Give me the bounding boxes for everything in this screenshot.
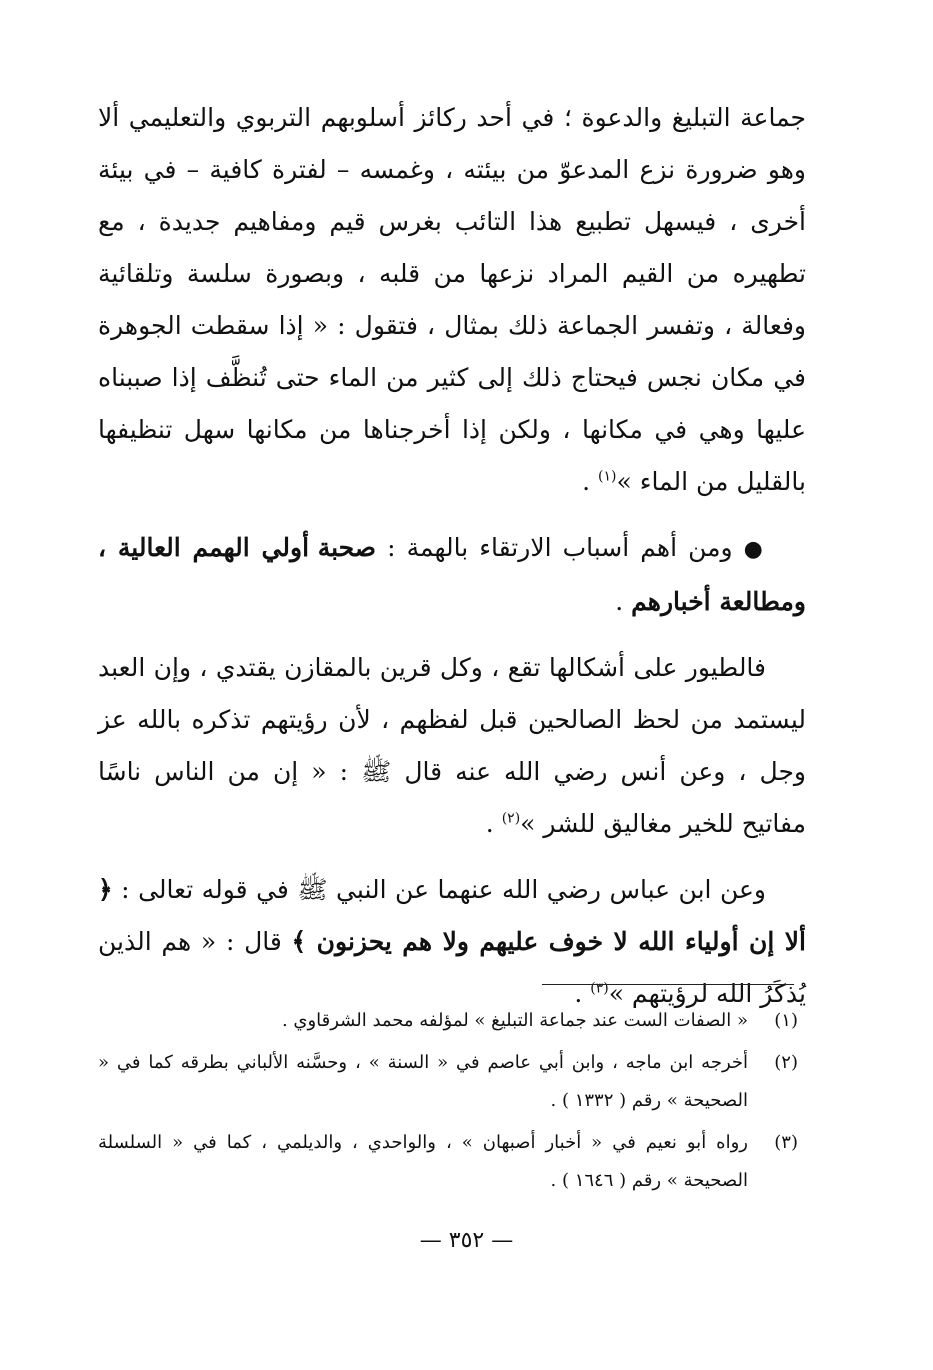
paragraph-2 [98, 522, 806, 628]
footnote-text: رواه أبو نعيم في « أخبار أصبهان » ، والواحدي ، والديلمي ، كما في « السلسلة الصحيحة » رقم ( ١٦٤٦ ) . [98, 1132, 748, 1191]
paragraph-1-text: جماعة التبليغ والدعوة ؛ في أحد ركائز أسلوبهم التربوي والتعليمي ألا وهو ضرورة نزع المدعوّ من بيئته ، وغمسه – لفترة كافية – في بيئة أخرى ، فيسهل تطبيع هذا التائب بغرس قيم ومفاهيم جديدة ، مع تطهيره من القيم المراد نزعها من قلبه ، وبصورة سلسة وتلقائية وفعالة ، وتفسر الجماعة ذلك بمثال ، فتقول : « إذا سقطت الجوهرة في مكان نجس فيحتاج ذلك إلى كثير من الماء حتى تُنظَّف إذا صببناه عليها وهي في مكانها ، ولكن إذا أخرجناها من مكانها سهل تنظيفها بالقليل من الماء » [98, 103, 806, 496]
main-text [98, 92, 806, 1034]
footnote-1 [98, 1002, 798, 1040]
footnotes [98, 1002, 798, 1204]
footnote-3 [98, 1124, 798, 1200]
paragraph-3 [98, 642, 806, 850]
paragraph-3-text: فالطيور على أشكالها تقع ، وكل قرين بالمقازن يقتدي ، وإن العبد ليستمد من لحظ الصالحين قبل لفظهم ، لأن رؤيتهم تذكره بالله عز وجل ، وعن أنس رضي الله عنه قال ﷺ : « إن من الناس ناسًا مفاتيح للخير مغاليق للشر » [98, 653, 806, 838]
footnote-ref-1: (١) [597, 468, 617, 485]
paragraph-2-end: . [615, 587, 632, 616]
paragraph-2-lead: ومن أهم أسباب الارتقاء بالهمة : [376, 533, 744, 562]
paragraph-4-end: . [574, 979, 591, 1008]
paragraph-1 [98, 92, 806, 508]
footnote-text: « الصفات الست عند جماعة التبليغ » لمؤلفه محمد الشرقاوي . [281, 1010, 748, 1031]
footnote-divider [542, 984, 794, 985]
paragraph-4-mid: قال : « هم الذين يُذكَرُ الله لرؤيتهم » [98, 927, 806, 1008]
footnote-ref-2: (٢) [501, 810, 521, 827]
paragraph-4-lead: وعن ابن عباس رضي الله عنهما عن النبي ﷺ في قوله تعالى : [112, 875, 766, 904]
footnote-number: (١) [774, 1010, 798, 1031]
paragraph-4 [98, 864, 806, 1020]
footnote-text: أخرجه ابن ماجه ، وابن أبي عاصم في « السنة » ، وحسَّنه الألباني بطرقه كما في « الصحيحة » رقم ( ١٣٣٢ ) . [98, 1052, 748, 1111]
page-number: — ٣٥٢ — [419, 1228, 514, 1253]
footnote-number: (٣) [774, 1132, 798, 1153]
paragraph-2-bold: صحبة أولي الهمم العالية ، ومطالعة أخبارهم [98, 533, 806, 616]
footnote-2 [98, 1044, 798, 1120]
paragraph-1-end: . [582, 467, 598, 496]
footnote-number: (٢) [774, 1052, 798, 1073]
footnote-ref-3: (٣) [590, 980, 609, 997]
quran-verse: ﴿ ألا إن أولياء الله لا خوف عليهم ولا هم يحزنون ﴾ [98, 875, 806, 956]
bullet-icon: ● [743, 537, 766, 562]
paragraph-3-end: . [485, 809, 502, 838]
